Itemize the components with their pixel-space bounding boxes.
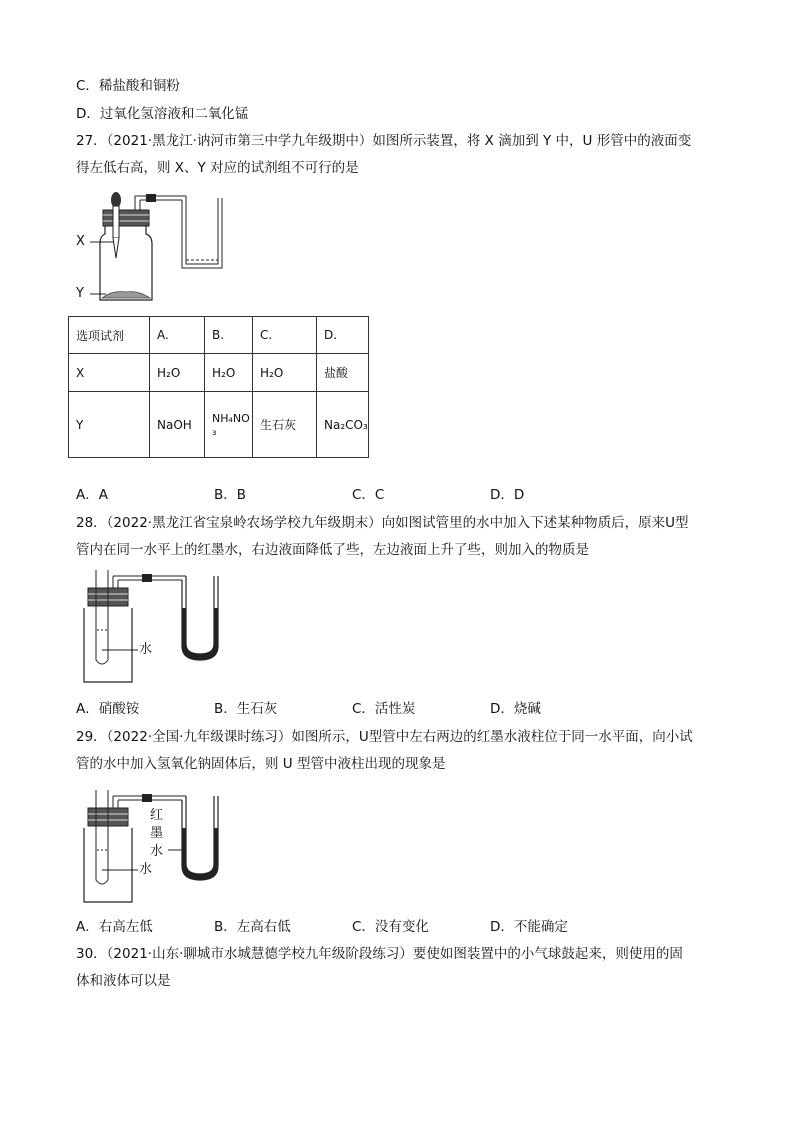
table-row-y [69, 392, 369, 458]
table-cell: 盐酸 [317, 354, 369, 392]
table-row-x [69, 354, 369, 392]
choice-c[interactable]: C．没有变化 [352, 919, 429, 935]
table-cell: H₂O [150, 354, 205, 392]
q27-apparatus-figure [72, 186, 232, 304]
q27-stem-line2: 得左低右高，则 X、Y 对应的试剂组不可行的是 [76, 160, 359, 176]
choice-a[interactable]: A．右高左低 [76, 919, 153, 935]
choice-b[interactable]: B．生石灰 [214, 701, 278, 717]
q29-stem-line2: 管的水中加入氢氧化钠固体后，则 U 型管中液柱出现的现象是 [76, 756, 446, 772]
choice-d[interactable]: D．不能确定 [490, 919, 568, 935]
q29-stem-line1: 29．（2022·全国·九年级课时练习）如图所示，U型管中左右两边的红墨水液柱位于同一水平面，向小试 [76, 729, 693, 745]
q27-label-x: X [76, 234, 85, 249]
q28-label-water: 水 [139, 642, 153, 657]
q30-stem-line2: 体和液体可以是 [76, 973, 171, 989]
q27-label-y: Y [76, 286, 84, 301]
q27-options-table [68, 316, 369, 458]
table-cell: Na₂CO₃ [317, 392, 369, 458]
table-cell: A. [150, 317, 205, 354]
q29-label-red-char1: 红 [150, 808, 164, 823]
table-cell: H₂O [253, 354, 317, 392]
choice-a[interactable]: A．硝酸铵 [76, 701, 140, 717]
q27-stem-line1: 27．（2021·黑龙江·讷河市第三中学九年级期中）如图所示装置，将 X 滴加到 Y 中，U 形管中的液面变 [76, 133, 692, 149]
table-cell: B. [205, 317, 253, 354]
table-cell: 生石灰 [253, 392, 317, 458]
q29-label-red-char3: 水 [150, 844, 164, 859]
choice-c[interactable]: C．C [352, 487, 385, 503]
q29-label-red-char2: 墨 [150, 826, 164, 841]
q29-label-water: 水 [139, 862, 153, 877]
q28-apparatus-figure [76, 568, 226, 686]
choice-d[interactable]: D．烧碱 [490, 701, 541, 717]
q28-stem-line1: 28．（2022·黑龙江省宝泉岭农场学校九年级期末）向如图试管里的水中加入下述某种物质后，原来U型 [76, 515, 689, 531]
q28-stem-line2: 管内在同一水平上的红墨水，右边液面降低了些，左边液面上升了些，则加入的物质是 [76, 542, 589, 558]
table-cell: NaOH [150, 392, 205, 458]
table-cell: NH₄NO₃ [205, 392, 253, 458]
choice-d[interactable]: D．D [490, 487, 525, 503]
q26-option-c: C．稀盐酸和铜粉 [76, 78, 180, 94]
table-cell: C. [253, 317, 317, 354]
table-row-header [69, 317, 369, 354]
choice-c[interactable]: C．活性炭 [352, 701, 416, 717]
choice-b[interactable]: B．B [214, 487, 247, 503]
table-cell: D. [317, 317, 369, 354]
table-cell: Y [69, 392, 150, 458]
choice-a[interactable]: A．A [76, 487, 108, 503]
table-cell: 选项试剂 [69, 317, 150, 354]
choice-b[interactable]: B．左高右低 [214, 919, 291, 935]
q30-stem-line1: 30．（2021·山东·聊城市水城慧德学校九年级阶段练习）要使如图装置中的小气球鼓起来，则使用的固 [76, 946, 683, 962]
table-cell: H₂O [205, 354, 253, 392]
q26-option-d: D．过氧化氢溶液和二氧化锰 [76, 106, 249, 122]
table-cell: X [69, 354, 150, 392]
